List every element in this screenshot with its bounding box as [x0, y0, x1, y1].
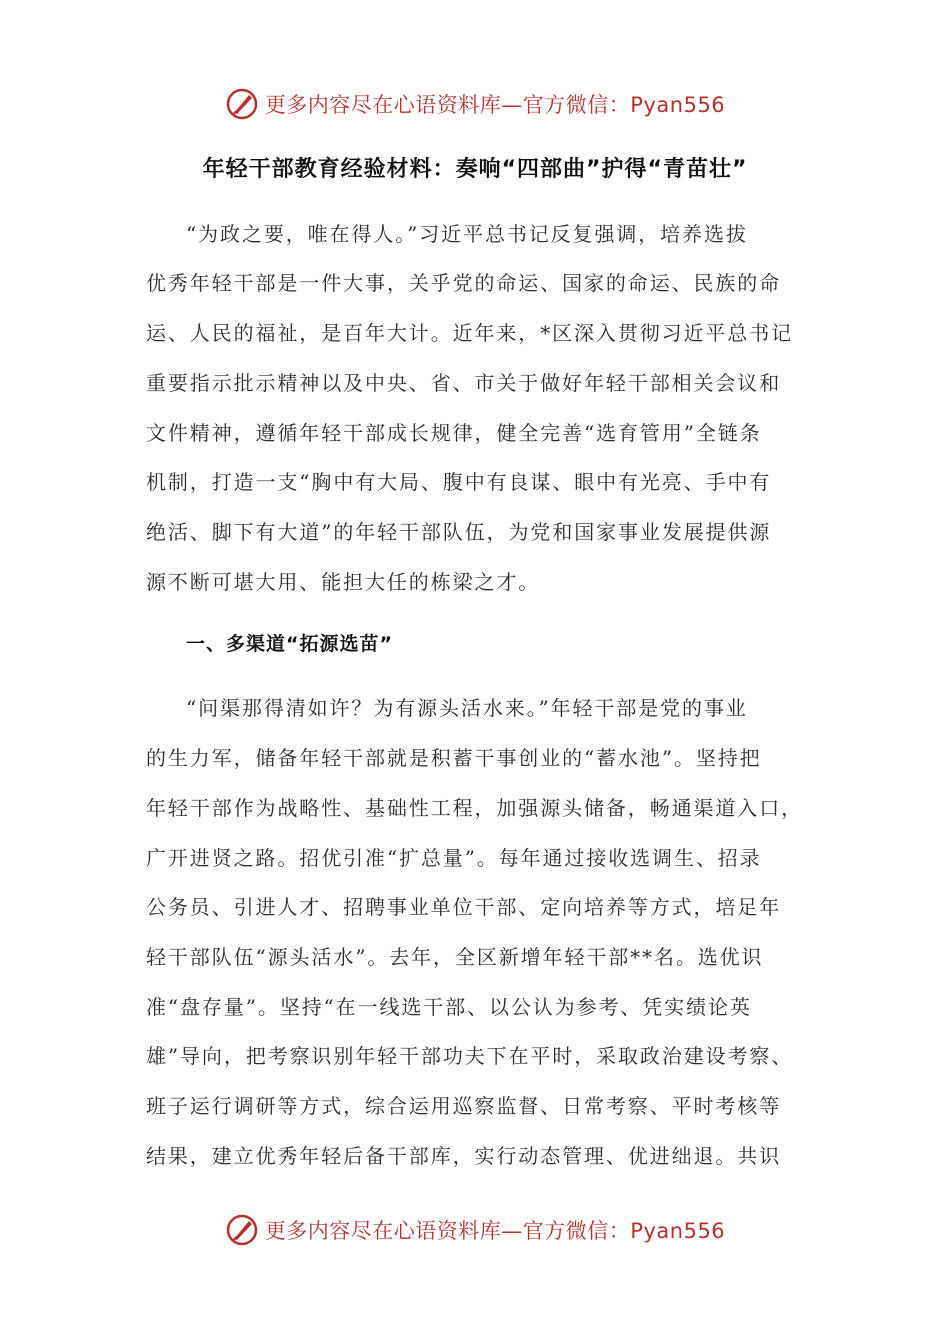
header-banner [0, 84, 950, 124]
text-line: 绝活、脚下有大道”的年轻干部队伍，为党和国家事业发展提供源 [146, 520, 772, 544]
text-line: 年轻干部作为战略性、基础性工程，加强源头储备，畅通渠道入口， [146, 796, 803, 820]
text-line: 重要指示批示精神以及中央、省、市关于做好年轻干部相关会议和 [146, 371, 782, 395]
quill-pen-icon [225, 87, 259, 121]
text-line: 源不断可堪大用、能担大任的栋梁之才。 [146, 570, 541, 594]
text-line: “问渠那得清如许？为有源头活水来。”年轻干部是党的事业 [186, 696, 748, 720]
text-line: 文件精神，遵循年轻干部成长规律，健全完善“选育管用”全链条 [146, 421, 762, 445]
text-line: 广开进贤之路。招优引准“扩总量”。每年通过接收选调生、招录 [146, 846, 762, 870]
text-line: 轻干部队伍“源头活水”。去年，全区新增年轻干部**名。选优识 [146, 945, 764, 969]
banner-text: 更多内容尽在心语资料库—官方微信：Pyan556 [264, 1219, 726, 1243]
text-line: 公务员、引进人才、招聘事业单位干部、定向培养等方式，培足年 [146, 895, 782, 919]
quill-pen-icon [225, 1213, 259, 1247]
text-line: 班子运行调研等方式，综合运用巡察监督、日常考察、平时考核等 [146, 1094, 782, 1118]
text-line: 运、人民的福祉，是百年大计。近年来，*区深入贯彻习近平总书记 [146, 321, 793, 345]
footer-banner [0, 1210, 950, 1250]
text-line: 准“盘存量”。坚持“在一线选干部、以公认为参考、凭实绩论英 [146, 995, 752, 1019]
banner-text: 更多内容尽在心语资料库—官方微信：Pyan556 [264, 93, 726, 117]
text-line: “为政之要，唯在得人。”习近平总书记反复强调，培养选拔 [186, 222, 748, 246]
text-line: 机制，打造一支“胸中有大局、腹中有良谋、眼中有光亮、手中有 [146, 470, 772, 494]
document-title: 年轻干部教育经验材料：奏响“四部曲”护得“青苗壮” [202, 157, 748, 182]
text-line: 的生力军，储备年轻干部就是积蓄干事创业的“蓄水池”。坚持把 [146, 746, 762, 770]
text-line: 雄”导向，把考察识别年轻干部功夫下在平时，采取政治建设考察、 [146, 1044, 794, 1068]
text-line: 结果，建立优秀年轻后备干部库，实行动态管理、优进绌退。共识 [146, 1144, 782, 1168]
section-heading: 一、多渠道“拓源选苗” [186, 633, 393, 655]
text-line: 优秀年轻干部是一件大事，关乎党的命运、国家的命运、民族的命 [146, 271, 782, 295]
